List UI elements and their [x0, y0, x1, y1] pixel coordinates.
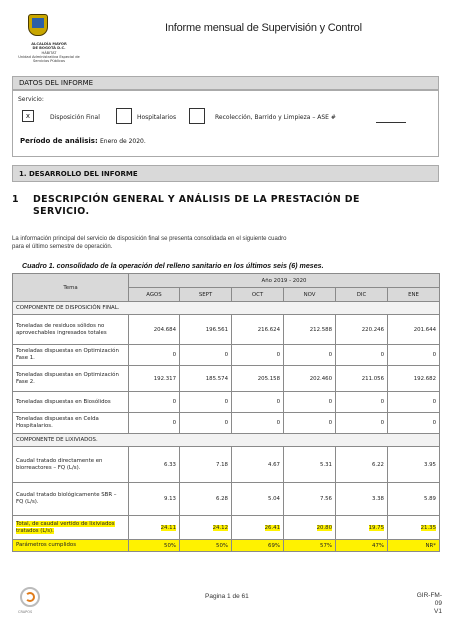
option-hospitalarios: Hospitalarios [137, 114, 177, 121]
params-cell: 57% [284, 540, 336, 552]
row-label: Toneladas dispuestas en Optimización Fase 1. [13, 345, 129, 366]
row-label: Toneladas dispuestas en Optimización Fase 2. [13, 366, 129, 392]
tema-header: Tema [13, 274, 129, 302]
table-cell: 0 [336, 392, 388, 413]
component-disposicion-heading: COMPONENTE DE DISPOSICIÓN FINAL. [13, 302, 440, 315]
table-cell: 0 [388, 392, 440, 413]
table-cell: 211.056 [336, 366, 388, 392]
logo-caption: CRAPOS [18, 610, 33, 614]
period-header: Año 2019 - 2020 [129, 274, 440, 288]
form-version: V1 [434, 608, 442, 615]
month-header: AGOS [129, 288, 180, 302]
table-cell: 0 [388, 413, 440, 434]
table-cell: 3.95 [388, 447, 440, 483]
table-cell: 216.624 [232, 315, 284, 345]
intro-line-1: La información principal del servicio de disposición final se presenta consolidada en el siguiente cuadro [12, 236, 287, 242]
month-header: SEPT [180, 288, 232, 302]
month-header: DIC [336, 288, 388, 302]
bogota-crest-icon [28, 14, 48, 36]
params-cell: 50% [129, 540, 180, 552]
h1-title-line2: SERVICIO. [33, 206, 90, 217]
table-caption: Cuadro 1. consolidado de la operación del relleno sanitario en los últimos seis (6) meses. [22, 262, 324, 270]
table-cell: 6.22 [336, 447, 388, 483]
table-cell: 5.31 [284, 447, 336, 483]
h1-title-line1: DESCRIPCIÓN GENERAL Y ANÁLISIS DE LA PRESTACIÓN DE [33, 194, 360, 205]
total-cell: 24.11 [160, 524, 176, 531]
table-cell: 220.246 [336, 315, 388, 345]
table-cell: 5.89 [388, 483, 440, 516]
table-cell: 192.317 [129, 366, 180, 392]
month-header: NOV [284, 288, 336, 302]
params-cell: 47% [336, 540, 388, 552]
row-label: Toneladas de residuos sólidos no aprovechables ingresados totales [13, 315, 129, 345]
entity-line-2: DE BOGOTÁ D.C. [32, 46, 66, 51]
table-cell: 0 [129, 392, 180, 413]
option-recoleccion: Recolección, Barrido y Limpieza – ASE # [215, 114, 336, 121]
table-cell: 0 [180, 392, 232, 413]
total-row-label [13, 516, 129, 540]
checkbox-recoleccion[interactable] [189, 108, 205, 124]
form-code: GIR-FM-09 [416, 592, 442, 607]
table-cell: 0 [232, 413, 284, 434]
ase-number-blank[interactable] [376, 114, 406, 123]
table-cell: 0 [336, 413, 388, 434]
checkbox-hospitalarios[interactable] [116, 108, 132, 124]
checkbox-disposicion-final[interactable]: x [22, 110, 34, 122]
table-cell: 0 [284, 392, 336, 413]
table-cell: 6.33 [129, 447, 180, 483]
h1-number: 1 [12, 194, 19, 205]
total-cell: 26.41 [264, 524, 280, 531]
params-label: Parámetros cumplidos [13, 540, 129, 552]
table-cell: 204.684 [129, 315, 180, 345]
month-header: ENE [388, 288, 440, 302]
document-code [410, 592, 442, 616]
row-label: Toneladas dispuestas en Celda Hospitalarios. [13, 413, 129, 434]
table-cell: 0 [336, 345, 388, 366]
periodo-value: Enero de 2020. [100, 138, 146, 145]
table-cell: 0 [232, 392, 284, 413]
document-title: Informe mensual de Supervisión y Control [165, 22, 362, 34]
total-cell: 21.35 [420, 524, 436, 531]
row-label: Caudal tratado directamente en biorreactores – FQ (L/s). [13, 447, 129, 483]
table-cell: 202.460 [284, 366, 336, 392]
table-cell: 3.38 [336, 483, 388, 516]
table-cell: 192.682 [388, 366, 440, 392]
table-cell: 0 [129, 345, 180, 366]
total-label: Total, de caudal vertido de lixiviados tratados (L/s). [16, 520, 115, 534]
option-disposicion-final: Disposición Final [50, 114, 100, 121]
row-label: Toneladas dispuestas en Biosólidos [13, 392, 129, 413]
intro-line-2: para el último semestre de operación. [12, 244, 113, 250]
entity-sub-3: Servicios Públicos [33, 59, 65, 64]
datos-heading: DATOS DEL INFORME [12, 76, 439, 91]
table-cell: 0 [232, 345, 284, 366]
entity-name [14, 42, 84, 63]
params-cell: NR* [388, 540, 440, 552]
entity-sub-2: Unidad Administrativa Especial de [18, 54, 80, 59]
component-lixiviados-heading: COMPONENTE DE LIXIVIADOS. [13, 434, 440, 447]
quality-logo-icon [20, 587, 40, 607]
periodo-label: Período de análisis: [20, 137, 98, 145]
table-cell: 0 [129, 413, 180, 434]
params-cell: 50% [180, 540, 232, 552]
table-cell: 5.04 [232, 483, 284, 516]
table-cell: 7.18 [180, 447, 232, 483]
entity-line-1: ALCALDÍA MAYOR [31, 42, 67, 46]
servicio-label: Servicio: [18, 96, 44, 103]
table-cell: 212.588 [284, 315, 336, 345]
month-header: OCT [232, 288, 284, 302]
operation-table [12, 273, 440, 552]
entity-sub-1: HÁBITAT [41, 50, 57, 55]
table-cell: 7.56 [284, 483, 336, 516]
table-cell: 4.67 [232, 447, 284, 483]
table-cell: 0 [284, 413, 336, 434]
table-cell: 9.13 [129, 483, 180, 516]
periodo-row [20, 137, 146, 145]
section-desarrollo-heading: 1. DESARROLLO DEL INFORME [12, 165, 439, 182]
table-cell: 0 [284, 345, 336, 366]
table-cell: 196.561 [180, 315, 232, 345]
table-cell: 0 [180, 345, 232, 366]
row-label: Caudal tratado biológicamente SBR – FQ (L/s). [13, 483, 129, 516]
table-cell: 6.28 [180, 483, 232, 516]
table-cell: 201.644 [388, 315, 440, 345]
table-cell: 0 [388, 345, 440, 366]
table-cell: 205.158 [232, 366, 284, 392]
page-number: Pagina 1 de 61 [205, 593, 249, 600]
datos-box [12, 89, 439, 157]
table-cell: 0 [180, 413, 232, 434]
params-cell: 69% [232, 540, 284, 552]
table-cell: 185.574 [180, 366, 232, 392]
total-cell: 19.75 [368, 524, 384, 531]
total-cell: 24.12 [212, 524, 228, 531]
total-cell: 20.80 [316, 524, 332, 531]
